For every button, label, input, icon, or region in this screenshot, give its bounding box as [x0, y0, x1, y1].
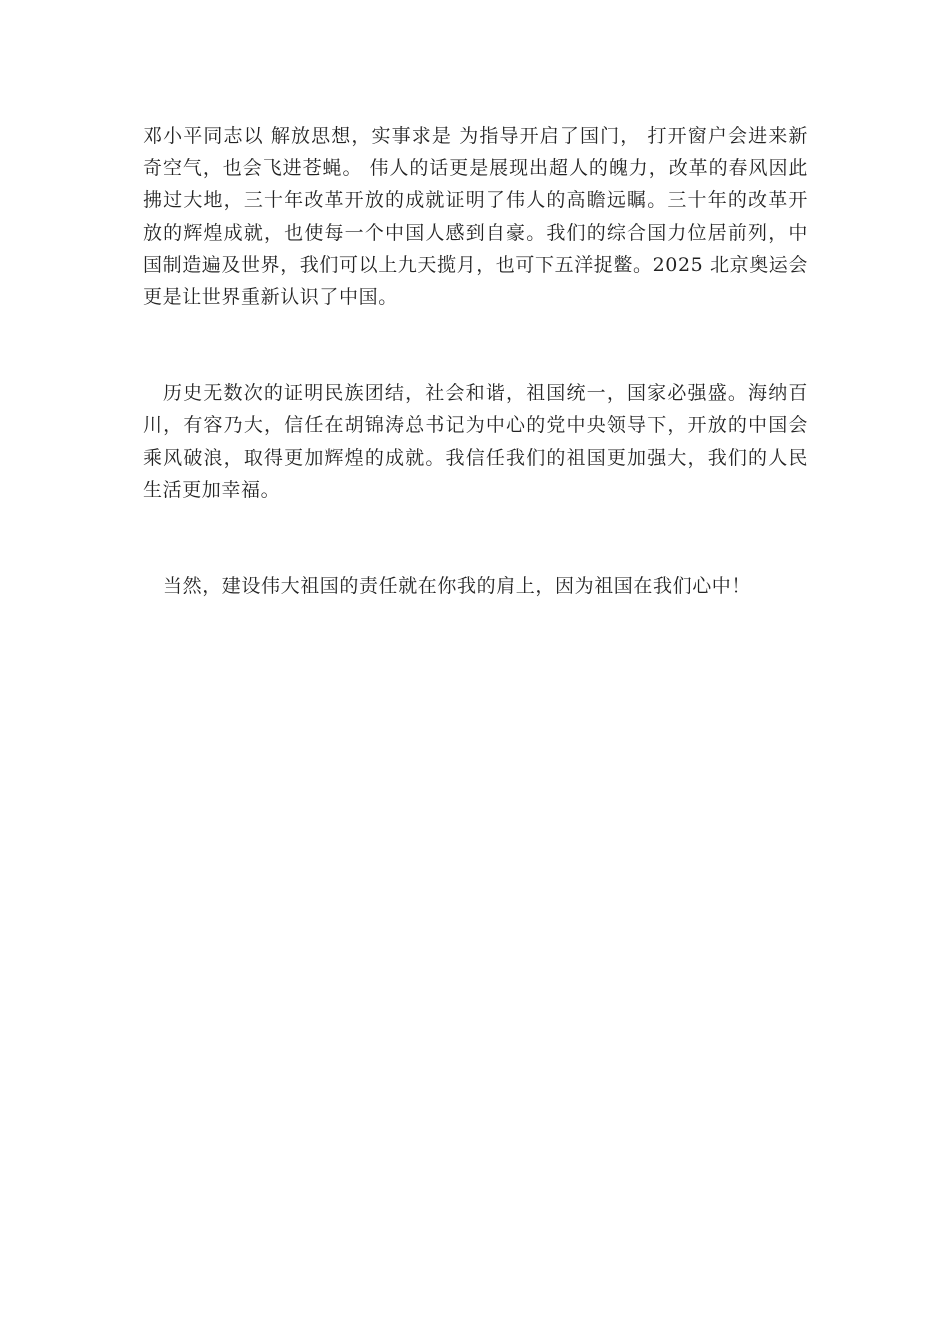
paragraph-reform-opening: 邓小平同志以 解放思想，实事求是 为指导开启了国门， 打开窗户会进来新奇空气，也会飞进苍蝇。 伟人的话更是展现出超人的魄力，改革的春风因此拂过大地，三十年改革开放的成就证明了伟人的高瞻远瞩。三十年的改革开放的辉煌成就，也使每一个中国人感到自豪。我们的综合国力位居前列，中国制造遍及世界，我们可以上九天揽月，也可下五洋捉鳖。2025 北京奥运会更是让世界重新认识了中国。	[143, 125, 808, 309]
paragraph-responsibility: 当然，建设伟大祖国的责任就在你我的肩上，因为祖国在我们心中！	[163, 575, 752, 598]
paragraph-national-unity: 历史无数次的证明民族团结，社会和谐，祖国统一，国家必强盛。海纳百川，有容乃大，信任在胡锦涛总书记为中心的党中央领导下，开放的中国会乘风破浪，取得更加辉煌的成就。我信任我们的祖国更加强大，我们的人民生活更加幸福。	[143, 382, 808, 501]
document-body	[143, 120, 808, 602]
